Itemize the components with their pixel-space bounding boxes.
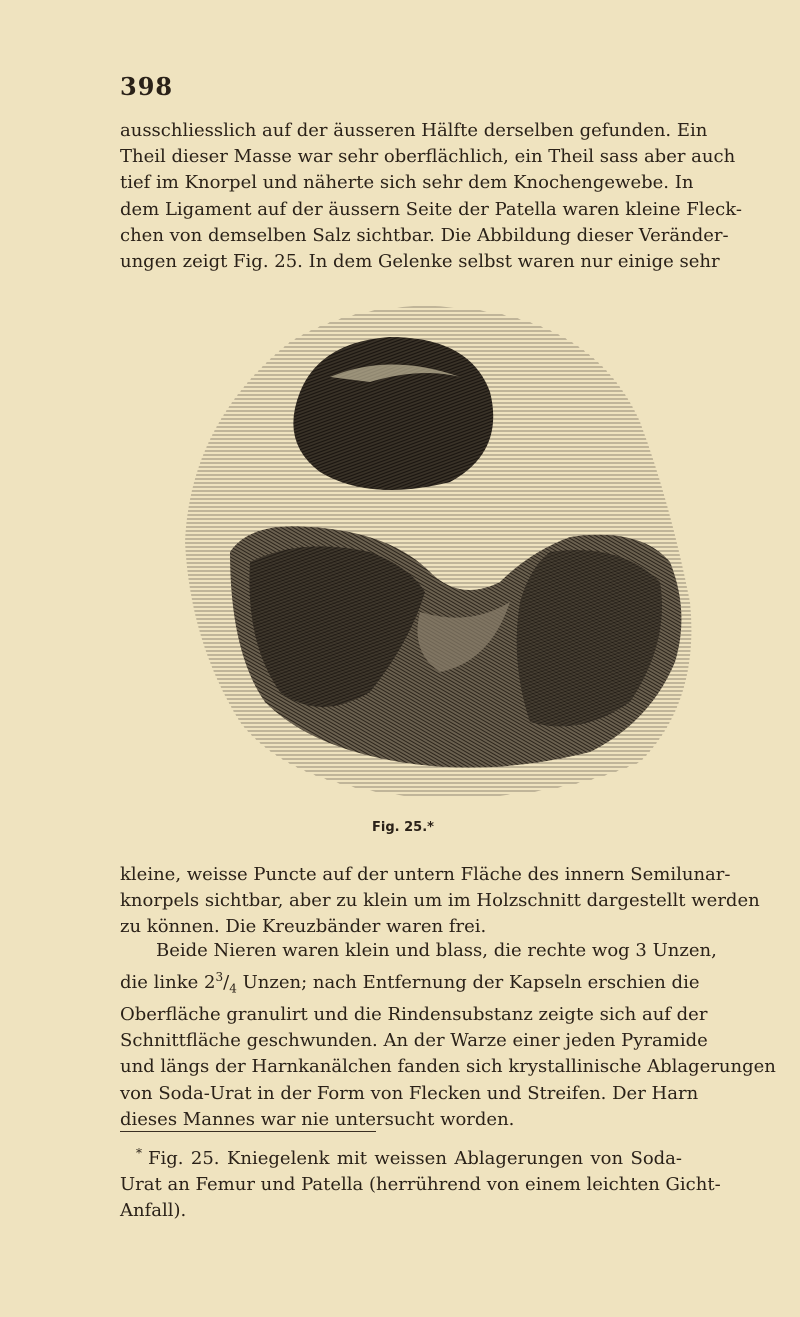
text-line: chen von demselben Salz sichtbar. Die Abbildung dieser Veränder-: [120, 224, 729, 246]
fraction-denominator: 4: [229, 981, 237, 996]
footnote-mark: *: [136, 1146, 142, 1160]
text-line: ungen zeigt Fig. 25. In dem Gelenke selbst waren nur einige sehr: [120, 251, 720, 273]
knee-joint-woodcut-figure: [170, 282, 700, 812]
text-line: und längs der Harnkanälchen fanden sich krystallinische Ablagerungen: [120, 1056, 776, 1078]
paragraph-3: [120, 938, 776, 1133]
figure-caption: Fig. 25.*: [372, 820, 434, 835]
text-fragment: die linke 2: [120, 972, 216, 994]
text-line: von Soda-Urat in der Form von Flecken und Streifen. Der Harn: [120, 1082, 699, 1104]
text-line: Theil dieser Masse war sehr oberflächlich, ein Theil sass aber auch: [120, 146, 736, 168]
text-line: Beide Nieren waren klein und blass, die rechte wog 3 Unzen,: [156, 940, 717, 961]
text-line: tief im Knorpel und näherte sich sehr dem Knochengewebe. In: [120, 172, 694, 194]
footnote: [120, 1140, 721, 1225]
text-line: kleine, weisse Puncte auf der untern Fläche des innern Semilunar-: [120, 864, 731, 885]
page-number: 398: [120, 72, 174, 101]
footnote-text: Fig. 25. Kniegelenk mit weissen Ablagerungen von Soda-: [148, 1148, 682, 1169]
footnote-line: Anfall).: [120, 1200, 187, 1222]
footnote-line: Urat an Femur und Patella (herrührend von einem leichten Gicht-: [120, 1174, 721, 1196]
text-line-with-fraction: [120, 964, 700, 1002]
text-line: ausschliesslich auf der äusseren Hälfte derselben gefunden. Ein: [120, 120, 708, 141]
footnote-line: [120, 1140, 682, 1172]
text-line: Oberfläche granulirt und die Rindensubstanz zeigte sich auf der: [120, 1004, 708, 1025]
text-line: dem Ligament auf der äussern Seite der Patella waren kleine Fleck-: [120, 198, 742, 220]
paragraph-1: [120, 118, 742, 275]
fraction-numerator: 3: [215, 970, 224, 985]
text-fragment: Unzen; nach Entfernung der Kapseln erschien die: [236, 972, 700, 994]
footnote-divider: [120, 1131, 376, 1132]
paragraph-2: [120, 862, 760, 941]
text-line: dieses Mannes war nie untersucht worden.: [120, 1108, 515, 1130]
text-line: Schnittfläche geschwunden. An der Warze einer jeden Pyramide: [120, 1030, 708, 1052]
text-line: knorpels sichtbar, aber zu klein um im Holzschnitt dargestellt werden: [120, 890, 760, 912]
text-line: zu können. Die Kreuzbänder waren frei.: [120, 916, 487, 938]
fraction-slash: /: [223, 972, 230, 994]
